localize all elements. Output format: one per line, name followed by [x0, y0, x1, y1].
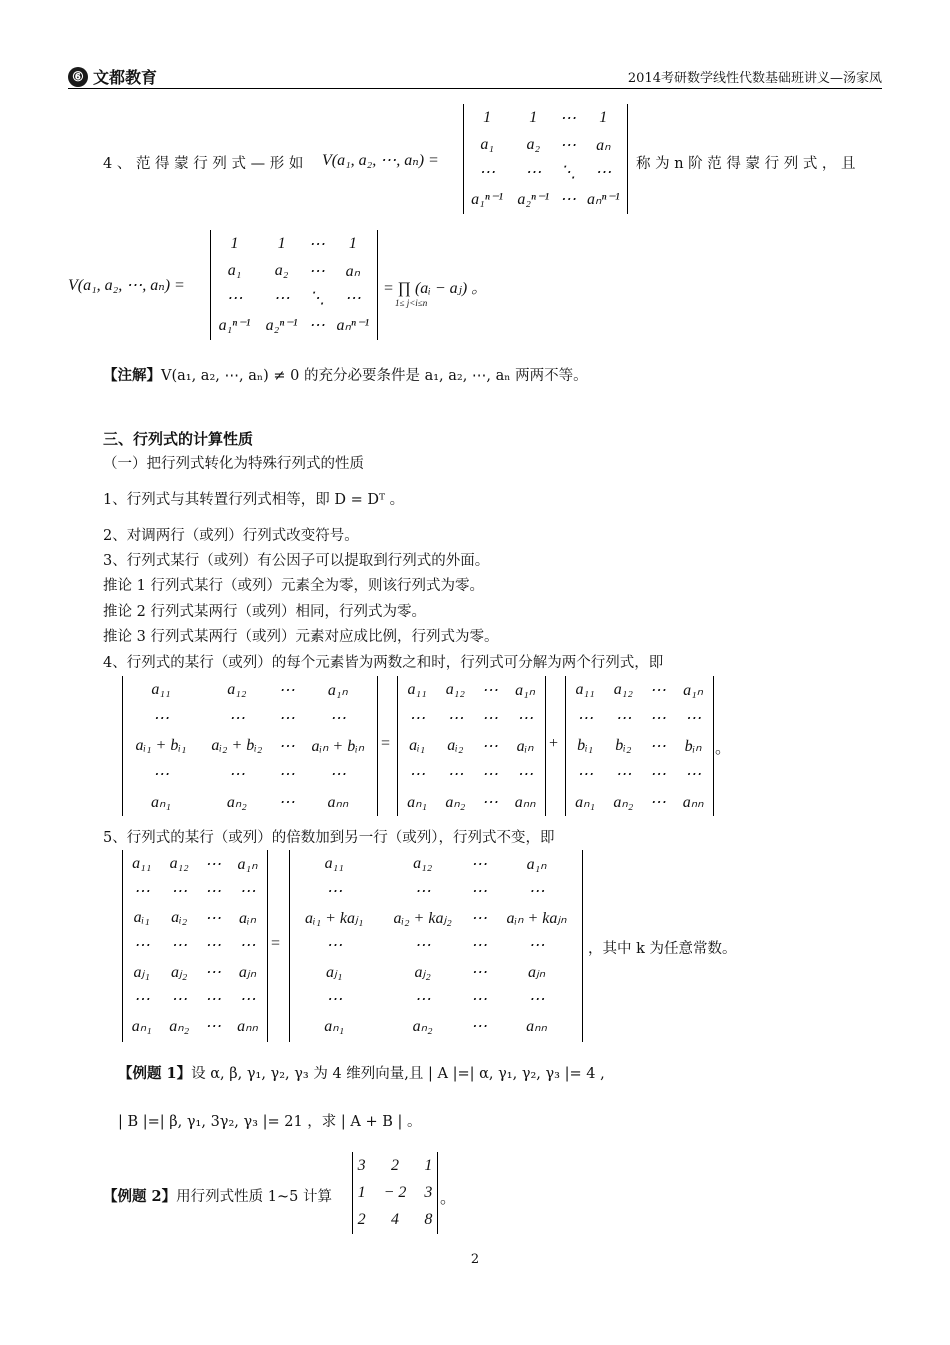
- det4-left-cell: aₙ₁: [150, 794, 171, 811]
- example-2-det-row: [353, 1206, 437, 1233]
- det5-left-cell: ⋯: [204, 909, 221, 927]
- det4-mid-cell: a₁₂: [445, 681, 465, 698]
- det4-left-cell: ⋯: [278, 682, 295, 699]
- vander-2-cell: ⋱: [308, 289, 325, 307]
- det4-mid-cell: aᵢ₂: [447, 737, 464, 754]
- logo-text: 文都教育: [93, 70, 158, 87]
- property-4: 4、行列式的某行（或列）的每个元素皆为两数之和时，行列式可分解为两个行列式，即: [103, 655, 664, 671]
- det4-mid-cell: a₁₁: [407, 681, 427, 698]
- vander-1-cell: aₙ: [596, 136, 611, 154]
- vander-2-cell: 1: [277, 234, 286, 252]
- example-2-det-row: [353, 1179, 437, 1206]
- det4-right-cell: bᵢ₂: [615, 737, 632, 754]
- det4-mid-row: [398, 676, 545, 704]
- det4-right-cell: aₙ₁: [575, 794, 596, 811]
- vander-2-cell: a₂ⁿ⁻¹: [265, 316, 298, 334]
- vander-2-cell: 1: [348, 234, 357, 252]
- det5-left-cell: ⋯: [204, 1017, 221, 1035]
- det5-right-cell: ⋯: [414, 990, 431, 1008]
- example-2-label: 【例题 2】: [103, 1188, 177, 1205]
- header-divider: [68, 88, 882, 89]
- det5-right-cell: aᵢ₁ + kaⱼ₁: [305, 909, 364, 927]
- det4-mid-cell: ⋯: [481, 738, 498, 755]
- det4-mid-cell: aₙ₂: [445, 794, 466, 811]
- vander-1-cell: 1: [529, 108, 538, 126]
- det4-right-cell: a₁₂: [613, 681, 633, 698]
- det5-left-cell: aᵢₙ: [239, 909, 256, 927]
- property-5-left-determinant: [122, 850, 268, 1042]
- det5-left-cell: ⋯: [133, 882, 150, 900]
- det4-mid-row: [398, 788, 545, 816]
- example-2-det-cell: 3: [424, 1183, 433, 1201]
- det5-left-cell: aⱼ₂: [171, 963, 188, 981]
- note: [103, 364, 588, 385]
- det4-mid-cell: ⋯: [409, 766, 426, 783]
- example-1-label: 【例题 1】: [118, 1065, 192, 1082]
- vander-1-cell: 1: [483, 108, 492, 126]
- vander-2-cell: aₙ: [345, 262, 361, 280]
- det5-right-row: [290, 877, 582, 904]
- det5-right-cell: aᵢ₂ + kaⱼ₂: [393, 909, 452, 927]
- det5-right-cell: ⋯: [414, 936, 431, 954]
- det4-left-row: [123, 760, 377, 788]
- det5-left-row: [123, 850, 267, 877]
- det4-left-cell: ⋯: [152, 766, 169, 783]
- det4-right-cell: ⋯: [577, 766, 594, 783]
- det5-right-cell: a₁ₙ: [526, 855, 547, 873]
- det4-left-cell: ⋯: [278, 766, 295, 783]
- det5-left-row: [123, 985, 267, 1012]
- det5-right-cell: ⋯: [470, 882, 487, 900]
- example-2-det-cell: 8: [424, 1210, 433, 1228]
- det4-left-cell: ⋯: [228, 766, 245, 783]
- det5-left-cell: aⱼ₁: [133, 963, 150, 981]
- vander-2-cell: ⋯: [273, 289, 290, 307]
- det5-right-cell: ⋯: [528, 990, 545, 1008]
- vander-formula-rhs: = ∏ (aᵢ − aⱼ) 。: [383, 280, 488, 297]
- example-2-end: 。: [440, 1190, 457, 1207]
- det4-mid-row: [398, 732, 545, 760]
- vander-2-cell: a₁ⁿ⁻¹: [218, 316, 251, 334]
- det5-left-cell: aₙₙ: [237, 1017, 258, 1035]
- det5-left-cell: a₁₁: [132, 854, 152, 872]
- corollary-3: 推论 3 行列式某两行（或列）元素对应成比例，行列式为零。: [103, 629, 499, 645]
- det4-right-cell: ⋯: [577, 710, 594, 727]
- det4-left-cell: ⋯: [329, 766, 346, 783]
- det4-right-cell: ⋯: [615, 710, 632, 727]
- det5-right-cell: a₁₁: [324, 854, 344, 872]
- det5-right-row: [290, 931, 582, 958]
- vander-product-subscript: 1≤ j<i≤n: [395, 298, 428, 308]
- det4-right-cell: ⋯: [649, 738, 666, 755]
- det4-left-cell: ⋯: [329, 710, 346, 727]
- det4-left-cell: aᵢₙ + bᵢₙ: [311, 738, 365, 755]
- det5-left-cell: a₁₂: [169, 854, 189, 872]
- det5-left-cell: ⋯: [204, 855, 221, 873]
- vander-formula-lhs: V(a₁, a₂, ⋯, aₙ) =: [68, 277, 185, 294]
- det4-mid-cell: ⋯: [481, 682, 498, 699]
- vander-lead: 4 、 范 得 蒙 行 列 式 — 形 如: [103, 156, 304, 172]
- note-label: 【注解】: [103, 367, 161, 384]
- det4-right-cell: ⋯: [685, 766, 702, 783]
- vander-1-cell: aₙⁿ⁻¹: [586, 190, 620, 208]
- det5-left-cell: ⋯: [133, 990, 150, 1008]
- vander-1-cell: 1: [599, 108, 608, 126]
- vander-1-cell: ⋯: [559, 190, 576, 208]
- det5-right-cell: aⱼ₂: [414, 963, 431, 981]
- example-2-det-cell: 1: [424, 1156, 433, 1174]
- det4-left-cell: aₙ₂: [226, 794, 247, 811]
- det4-right-cell: a₁ₙ: [683, 682, 704, 699]
- vander-1-cell: ⋯: [595, 163, 612, 181]
- det4-right-row: [566, 732, 713, 760]
- det5-right-row: [290, 904, 582, 931]
- property-5-tail: ，其中 k 为任意常数。: [588, 941, 737, 957]
- property-4-mid-determinant: [397, 676, 546, 816]
- det5-left-row: [123, 931, 267, 958]
- det4-right-cell: ⋯: [649, 766, 666, 783]
- vander-2-cell: a₂: [274, 261, 289, 279]
- det4-right-cell: ⋯: [649, 710, 666, 727]
- vander-determinant-2: [210, 230, 378, 340]
- example-2: [103, 1185, 332, 1206]
- logo: [68, 65, 157, 88]
- det5-right-cell: ⋯: [326, 990, 343, 1008]
- property-5-right-determinant: [289, 850, 583, 1042]
- property-1: 1、行列式与其转置行列式相等，即 D = Dᵀ 。: [103, 492, 405, 508]
- det5-left-cell: ⋯: [171, 990, 188, 1008]
- det4-mid-cell: aᵢₙ: [516, 738, 534, 755]
- vander-1-cell: a₁ⁿ⁻¹: [471, 190, 504, 208]
- det4-left-row: [123, 788, 377, 816]
- det4-left-cell: aᵢ₂ + bᵢ₂: [211, 737, 263, 754]
- example-2-det-cell: − 2: [383, 1183, 407, 1201]
- vander-2-cell: ⋯: [308, 316, 325, 334]
- det5-right-cell: aᵢₙ + kaⱼₙ: [506, 909, 567, 927]
- det5-right-cell: ⋯: [470, 936, 487, 954]
- note-text: V(a₁, a₂, ⋯, aₙ) ≠ 0 的充分必要条件是 a₁, a₂, ⋯, aₙ 两两不等。: [161, 368, 588, 384]
- det4-right-cell: aₙₙ: [682, 794, 704, 811]
- vander-2-cell: ⋯: [226, 289, 243, 307]
- det4-left-cell: aₙₙ: [327, 794, 349, 811]
- det4-right-cell: bᵢₙ: [684, 738, 702, 755]
- example-2-det-cell: 1: [357, 1183, 366, 1201]
- vander-1-cell: ⋯: [559, 109, 576, 127]
- det5-left-cell: ⋯: [204, 990, 221, 1008]
- det5-left-cell: ⋯: [171, 882, 188, 900]
- example-2-det-cell: 3: [357, 1156, 366, 1174]
- vander-lhs: V(a₁, a₂, ⋯, aₙ) =: [322, 152, 439, 169]
- example-2-det-row: [353, 1152, 437, 1179]
- det4-mid-row: [398, 704, 545, 732]
- det5-left-cell: ⋯: [133, 936, 150, 954]
- det5-left-cell: ⋯: [239, 936, 256, 954]
- det5-left-cell: ⋯: [204, 936, 221, 954]
- vander-1-cell: ⋯: [525, 163, 542, 181]
- det5-left-cell: aⱼₙ: [238, 963, 257, 981]
- det4-mid-cell: aₙₙ: [514, 794, 536, 811]
- det4-right-cell: ⋯: [685, 710, 702, 727]
- det4-left-cell: a₁₂: [227, 681, 247, 698]
- vander-1-cell: ⋱: [559, 163, 576, 181]
- header-title: 2014考研数学线性代数基础班讲义—汤家凤: [627, 71, 882, 86]
- det5-right-cell: a₁₂: [413, 854, 433, 872]
- det4-left-cell: ⋯: [278, 710, 295, 727]
- det4-mid-cell: aₙ₁: [407, 794, 428, 811]
- det4-left-cell: ⋯: [278, 738, 295, 755]
- det5-left-row: [123, 958, 267, 985]
- vander-1-cell: a₂ⁿ⁻¹: [517, 190, 550, 208]
- vander-2-cell: ⋯: [308, 235, 325, 253]
- det4-left-row: [123, 732, 377, 760]
- vander-1-cell: a₁: [480, 135, 494, 153]
- det5-left-row: [123, 1012, 267, 1039]
- det5-right-row: [290, 850, 582, 877]
- logo-icon: ⑥: [68, 67, 88, 87]
- det5-right-row: [290, 958, 582, 985]
- det5-left-cell: ⋯: [204, 963, 221, 981]
- det4-mid-cell: aᵢ₁: [409, 737, 426, 754]
- det5-right-cell: aₙ₂: [412, 1017, 433, 1035]
- det4-right-row: [566, 704, 713, 732]
- det5-right-cell: ⋯: [326, 882, 343, 900]
- det5-left-cell: aₙ₂: [169, 1017, 190, 1035]
- vander-2-row: [211, 284, 377, 311]
- example-1-line1: 设 α, β, γ₁, γ₂, γ₃ 为 4 维列向量,且 | A |=| α, γ₁, γ₂, γ₃ |= 4 ,: [191, 1066, 605, 1082]
- det5-right-row: [290, 985, 582, 1012]
- vander-2-row: [211, 230, 377, 257]
- det5-left-row: [123, 877, 267, 904]
- det4-right-row: [566, 676, 713, 704]
- det5-left-row: [123, 904, 267, 931]
- example-2-det-cell: 4: [390, 1210, 399, 1228]
- det5-left-cell: ⋯: [204, 882, 221, 900]
- det4-right-row: [566, 788, 713, 816]
- corollary-2: 推论 2 行列式某两行（或列）相同，行列式为零。: [103, 604, 426, 620]
- det4-left-cell: ⋯: [278, 794, 295, 811]
- vander-2-cell: a₁: [227, 261, 242, 279]
- property-5-equals: =: [271, 935, 281, 952]
- det4-mid-cell: ⋯: [481, 794, 498, 811]
- det4-mid-cell: ⋯: [481, 766, 498, 783]
- vander-1-row: [464, 158, 627, 185]
- det4-right-cell: a₁₁: [575, 681, 595, 698]
- det4-mid-cell: a₁ₙ: [515, 682, 536, 699]
- det5-right-cell: aₙₙ: [526, 1017, 547, 1035]
- vander-1-cell: a₂: [526, 135, 541, 153]
- property-5: 5、行列式的某行（或列）的倍数加到另一行（或列），行列式不变，即: [103, 830, 555, 846]
- section-title: 三、行列式的计算性质: [103, 430, 254, 448]
- vander-2-cell: 1: [230, 234, 239, 252]
- det4-mid-cell: ⋯: [409, 710, 426, 727]
- det5-left-cell: aᵢ₁: [133, 908, 150, 926]
- det5-left-cell: ⋯: [239, 990, 256, 1008]
- det5-left-cell: ⋯: [171, 936, 188, 954]
- det4-mid-cell: ⋯: [517, 766, 534, 783]
- det4-right-cell: ⋯: [649, 794, 666, 811]
- det4-right-cell: ⋯: [615, 766, 632, 783]
- det5-left-cell: a₁ₙ: [237, 855, 258, 873]
- example-2-determinant: [352, 1152, 438, 1234]
- det4-left-cell: aᵢ₁ + bᵢ₁: [135, 737, 187, 754]
- det4-right-cell: ⋯: [649, 682, 666, 699]
- det5-left-cell: aᵢ₂: [171, 908, 188, 926]
- vander-2-cell: ⋯: [308, 262, 325, 280]
- det4-left-cell: ⋯: [152, 710, 169, 727]
- det5-right-row: [290, 1012, 582, 1039]
- vander-1-cell: ⋯: [479, 163, 496, 181]
- vander-1-row: [464, 104, 627, 131]
- det4-left-row: [123, 704, 377, 732]
- det5-right-cell: ⋯: [470, 963, 487, 981]
- det5-right-cell: ⋯: [470, 909, 487, 927]
- det5-right-cell: ⋯: [470, 1017, 487, 1035]
- det4-left-cell: a₁ₙ: [327, 682, 348, 699]
- property-4-right-determinant: [565, 676, 714, 816]
- det4-mid-cell: ⋯: [517, 710, 534, 727]
- example-1: [118, 1062, 605, 1083]
- det4-mid-row: [398, 760, 545, 788]
- example-2-text: 用行列式性质 1~5 计算: [176, 1189, 332, 1205]
- property-4-left-determinant: [122, 676, 378, 816]
- det4-left-cell: ⋯: [228, 710, 245, 727]
- property-4-plus: +: [549, 735, 559, 752]
- det4-right-cell: bᵢ₁: [577, 737, 594, 754]
- property-4-equals: =: [381, 735, 391, 752]
- det5-right-cell: ⋯: [528, 936, 545, 954]
- det5-right-cell: aₙ₁: [324, 1017, 345, 1035]
- example-2-det-cell: 2: [390, 1156, 399, 1174]
- vander-2-cell: ⋯: [344, 289, 361, 307]
- det5-right-cell: aⱼ₁: [326, 963, 343, 981]
- vander-2-row: [211, 311, 377, 338]
- det4-mid-cell: ⋯: [447, 766, 464, 783]
- det5-left-cell: ⋯: [239, 882, 256, 900]
- det5-right-cell: aⱼₙ: [527, 963, 546, 981]
- det5-left-cell: aₙ₁: [131, 1017, 152, 1035]
- det4-mid-cell: ⋯: [447, 710, 464, 727]
- vander-tail: 称 为 n 阶 范 得 蒙 行 列 式 ， 且: [636, 156, 856, 172]
- vander-2-row: [211, 257, 377, 284]
- vander-1-cell: ⋯: [559, 136, 576, 154]
- example-2-det-cell: 2: [357, 1210, 366, 1228]
- det4-mid-cell: ⋯: [481, 710, 498, 727]
- example-1-line2: | B |=| β, γ₁, 3γ₂, γ₃ |= 21 ，求 | A + B | 。: [118, 1114, 422, 1130]
- vander-2-cell: aₙⁿ⁻¹: [336, 316, 370, 334]
- det5-right-cell: ⋯: [470, 855, 487, 873]
- det4-left-row: [123, 676, 377, 704]
- det4-left-cell: a₁₁: [151, 681, 171, 698]
- page-number: 2: [470, 1252, 480, 1267]
- property-4-end: 。: [715, 740, 732, 757]
- property-2: 2、对调两行（或列）行列式改变符号。: [103, 528, 359, 544]
- det4-right-cell: aₙ₂: [613, 794, 634, 811]
- det5-right-cell: ⋯: [326, 936, 343, 954]
- vander-1-row: [464, 185, 627, 212]
- property-3: 3、行列式某行（或列）有公因子可以提取到行列式的外面。: [103, 553, 490, 569]
- corollary-1: 推论 1 行列式某行（或列）元素全为零，则该行列式为零。: [103, 578, 484, 594]
- det5-right-cell: ⋯: [470, 990, 487, 1008]
- det4-right-row: [566, 760, 713, 788]
- vander-determinant-1: [463, 104, 628, 214]
- section-subtitle: （一）把行列式转化为特殊行列式的性质: [103, 456, 364, 472]
- vander-1-row: [464, 131, 627, 158]
- det5-right-cell: ⋯: [528, 882, 545, 900]
- det5-right-cell: ⋯: [414, 882, 431, 900]
